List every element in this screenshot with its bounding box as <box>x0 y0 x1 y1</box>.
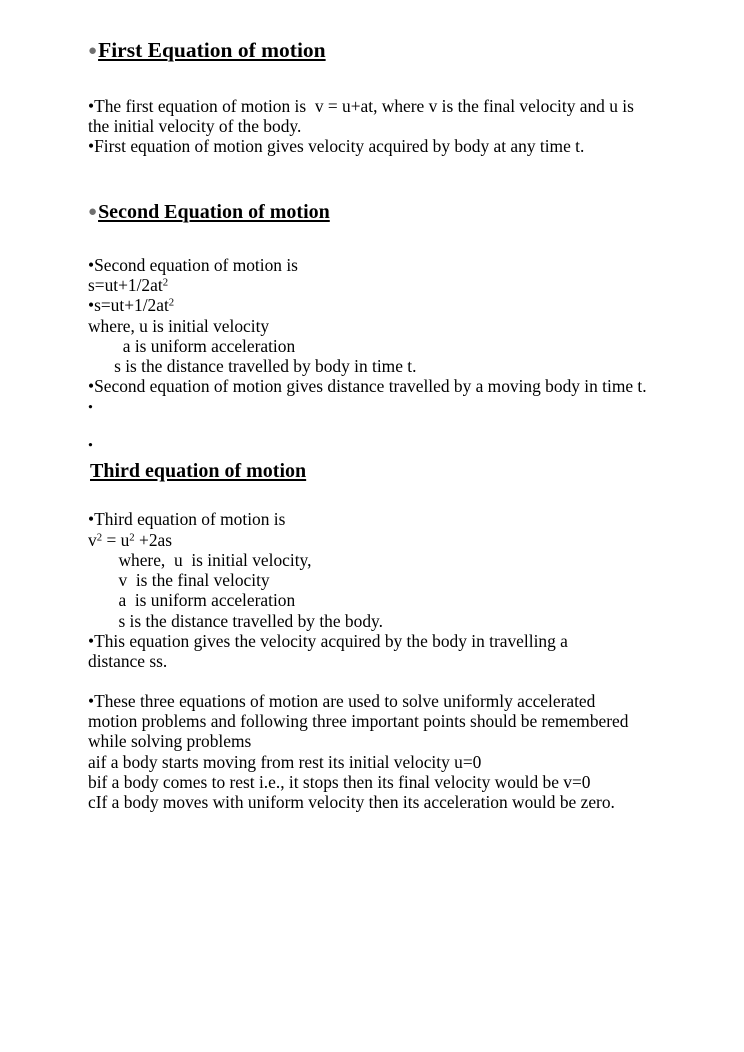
formula-third-equation-v: v <box>88 529 97 550</box>
exponent: 2 <box>168 296 175 309</box>
spacer <box>88 672 688 691</box>
document-content <box>88 38 688 812</box>
point-text: if a body starts moving from rest its initial velocity u=0 <box>95 751 482 772</box>
line: a is uniform acceleration <box>88 590 296 611</box>
spacer <box>88 418 688 435</box>
formula-third-equation-tail: +2as <box>134 529 173 550</box>
spacer <box>88 483 688 509</box>
spacer <box>88 63 688 96</box>
line: a is uniform acceleration <box>88 335 296 356</box>
point-marker: c <box>88 792 96 813</box>
bullet-icon: • <box>88 438 93 454</box>
line: where, u is initial velocity <box>88 315 270 336</box>
heading-bullet-icon: ● <box>88 203 98 220</box>
spacer <box>88 157 688 201</box>
spacer <box>88 224 688 255</box>
line: •First equation of motion gives velocity acquired by body at any time t. <box>88 136 585 157</box>
line: v is the final velocity <box>88 570 270 591</box>
heading-third-equation-text: Third equation of motion <box>90 460 307 483</box>
heading-first-equation <box>88 38 688 63</box>
line: the initial velocity of the body. <box>88 116 302 137</box>
exponent: 2 <box>129 531 135 544</box>
empty-list-item <box>88 435 688 457</box>
line: motion problems and following three important points should be remembered <box>88 710 629 731</box>
line: •Third equation of motion is <box>88 509 286 530</box>
point-marker: a <box>88 751 96 772</box>
line: •Second equation of motion is <box>88 254 298 275</box>
line: •Second equation of motion gives distance travelled by a moving body in time t. <box>88 376 647 397</box>
formula-second-equation-bulleted: •s=ut+1/2at <box>88 295 169 316</box>
formula-third-equation-u: = u <box>102 529 130 550</box>
formula-second-equation: s=ut+1/2at <box>88 274 163 295</box>
exponent: 2 <box>96 531 103 544</box>
empty-list-item <box>88 397 688 419</box>
exponent: 2 <box>162 276 169 289</box>
line: distance ss. <box>88 651 168 672</box>
line: where, u is initial velocity, <box>88 549 312 570</box>
line: •The first equation of motion is v = u+at, where v is the final velocity and u is <box>88 95 634 116</box>
line: s is the distance travelled by body in time t. <box>88 356 417 377</box>
heading-second-equation <box>88 201 688 224</box>
point-text: If a body moves with uniform velocity then its acceleration would be zero. <box>95 792 615 813</box>
paragraph-summary <box>88 691 688 813</box>
line: while solving problems <box>88 731 252 752</box>
heading-second-equation-text: Second Equation of motion <box>98 200 330 223</box>
paragraph-first-equation <box>88 96 688 157</box>
line: •This equation gives the velocity acquired by the body in travelling a <box>88 631 568 652</box>
line: s is the distance travelled by the body. <box>88 610 383 631</box>
heading-third-equation <box>88 460 688 483</box>
paragraph-third-equation <box>88 509 688 671</box>
point-marker: b <box>88 771 97 792</box>
heading-bullet-icon: ● <box>88 43 98 59</box>
bullet-icon: • <box>88 400 93 416</box>
line: •These three equations of motion are used to solve uniformly accelerated <box>88 690 596 711</box>
paragraph-second-equation <box>88 255 688 397</box>
heading-first-equation-text: First Equation of motion <box>98 38 326 62</box>
point-text: if a body comes to rest i.e., it stops then its final velocity would be v=0 <box>96 771 591 792</box>
